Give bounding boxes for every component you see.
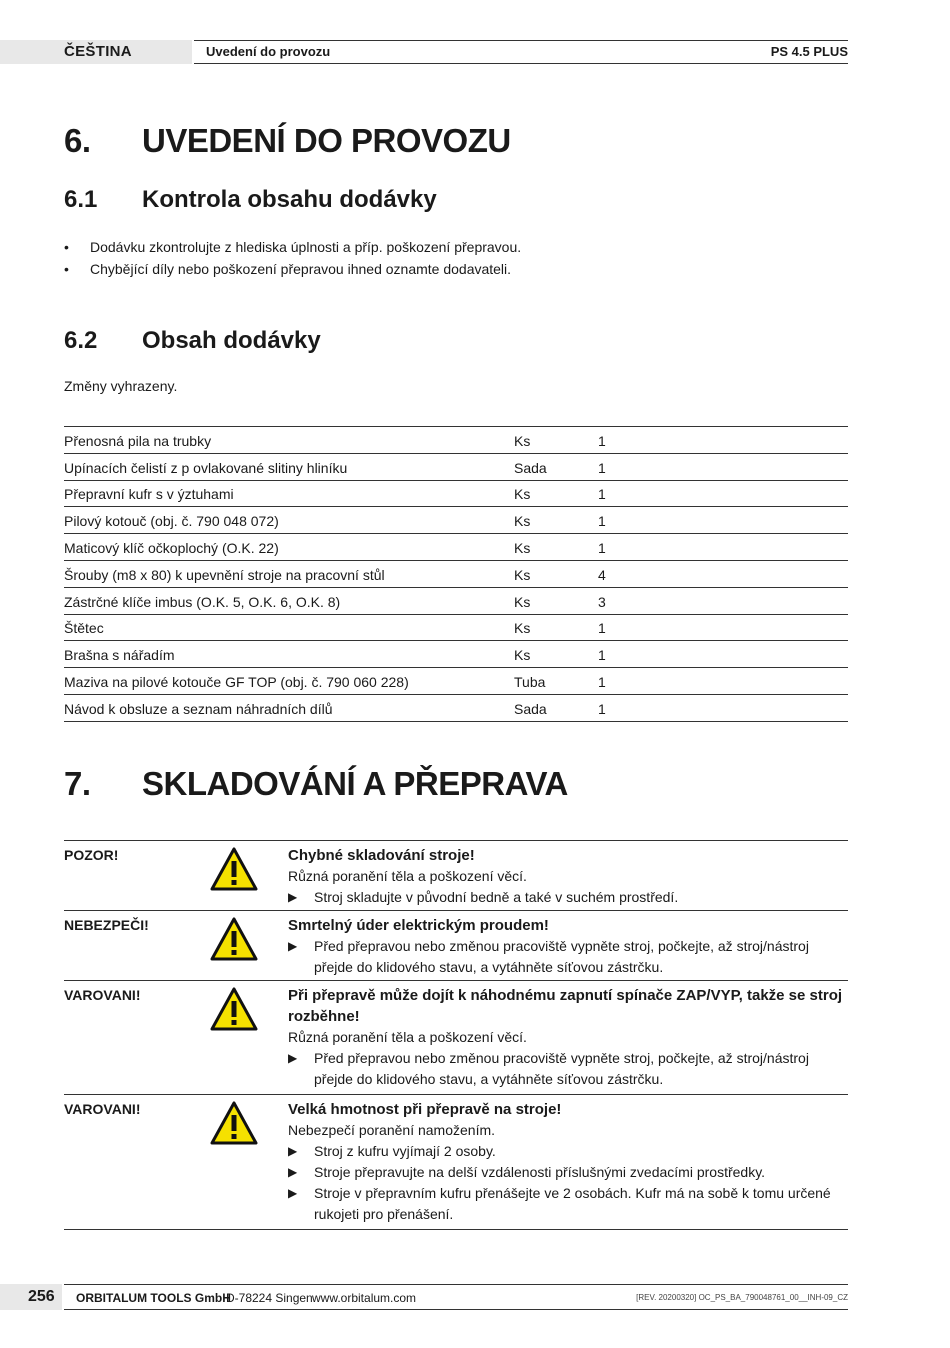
warning-step: ▶ Stroje přepravujte na delší vzdálenosti příslušnými zvedacími prostředky. [288,1162,848,1183]
warning-title: Při přepravě může dojít k náhodnému zapnutí spínače ZAP/VYP, takže se stroj rozběhne! [288,987,843,1025]
page-number: 256 [28,1288,55,1305]
section-6-1-heading [64,186,437,214]
table-row [64,694,848,721]
warning-block [64,980,848,1094]
table-row [64,614,848,641]
section-6-1-title: Kontrola obsahu dodávky [142,186,437,213]
item-name-cell: Brašna s nářadím [64,641,514,668]
page-number-tab [0,1284,62,1310]
warning-description: Nebezpečí poranění namožením. [288,1122,496,1138]
section-6-2-heading [64,327,321,355]
checklist-item: • Dodávku zkontrolujte z hlediska úplnosti a příp. poškození přepravou. [64,236,521,258]
checklist-item: • Chybějící díly nebo poškození přepravou ihned oznamte dodavateli. [64,258,521,280]
warning-triangle-icon [210,987,258,1031]
warning-title: Velká hmotnost při přepravě na stroje! [288,1101,562,1118]
warning-triangle-icon [210,847,258,891]
item-name-cell: Pilový kotouč (obj. č. 790 048 072) [64,507,514,534]
quantity-cell: 4 [598,560,848,587]
table-row [64,427,848,454]
checklist [64,236,521,280]
unit-cell: Ks [514,614,598,641]
section-6-2-number: 6.2 [64,327,98,354]
table-row [64,668,848,695]
section-6-number: 6. [64,122,91,159]
quantity-cell: 1 [598,507,848,534]
warning-title: Chybné skladování stroje! [288,847,475,864]
section-6-title: UVEDENÍ DO PROVOZU [142,122,511,159]
footer-company: ORBITALUM TOOLS GmbH [76,1291,231,1305]
warning-body [288,1099,848,1225]
item-name-cell: Upínacích čelistí z p ovlakované slitiny hliníku [64,453,514,480]
changes-note: Změny vyhrazeny. [64,378,178,394]
warning-description: Různá poranění těla a poškození věcí. [288,1029,527,1045]
section-7-title: SKLADOVÁNÍ A PŘEPRAVA [142,765,568,802]
warning-triangle-icon [210,1101,258,1145]
warning-step: ▶ Stroje v přepravním kufru přenášejte ve 2 osobách. Kufr má na sobě k tomu určené rukojeti pro přenášení. [288,1183,848,1225]
section-6-1-number: 6.1 [64,186,98,213]
quantity-cell: 1 [598,427,848,454]
section-7-number: 7. [64,765,91,802]
table-row [64,534,848,561]
section-7-heading [64,765,568,803]
table-row [64,560,848,587]
warning-block [64,840,848,910]
quantity-cell: 3 [598,587,848,614]
warning-signal-word: NEBEZPEČI! [64,917,149,933]
quantity-cell: 1 [598,480,848,507]
item-name-cell: Maticový klíč očkoplochý (O.K. 22) [64,534,514,561]
footer-revision: [REV. 20200320] OC_PS_BA_790048761_00__INH-09_CZ [636,1293,848,1302]
footer-bar [64,1284,848,1310]
warning-step: ▶ Před přepravou nebo změnou pracoviště vypněte stroj, počkejte, až stroj/nástroj přejde do klidového stavu, a vytáhněte síťovou zástrčku. [288,936,848,978]
warning-description: Různá poranění těla a poškození věcí. [288,868,527,884]
header-bar [194,40,848,64]
quantity-cell: 1 [598,534,848,561]
unit-cell: Ks [514,560,598,587]
warning-step: ▶ Stroj z kufru vyjímají 2 osoby. [288,1141,848,1162]
item-name-cell: Přepravní kufr s v ýztuhami [64,480,514,507]
unit-cell: Ks [514,507,598,534]
header-language-tab [0,40,192,64]
header-language: ČEŠTINA [64,43,132,60]
quantity-cell: 1 [598,453,848,480]
quantity-cell: 1 [598,694,848,721]
warning-step: ▶ Stroj skladujte v původní bedně a také v suchém prostředí. [288,887,848,908]
warning-body [288,915,848,978]
unit-cell: Ks [514,480,598,507]
quantity-cell: 1 [598,668,848,695]
delivery-scope-table [64,426,848,722]
item-name-cell: Šrouby (m8 x 80) k upevnění stroje na pracovní stůl [64,560,514,587]
header-section: Uvedení do provozu [206,44,331,59]
table-row [64,587,848,614]
table-row [64,507,848,534]
warning-signal-word: VAROVANI! [64,1101,141,1117]
item-name-cell: Návod k obsluze a seznam náhradních dílů [64,694,514,721]
item-name-cell: Přenosná pila na trubky [64,427,514,454]
quantity-cell: 1 [598,614,848,641]
quantity-cell: 1 [598,641,848,668]
warning-block [64,1094,848,1230]
table-row [64,641,848,668]
warning-signal-word: POZOR! [64,847,119,863]
unit-cell: Tuba [514,668,598,695]
warning-body [288,845,848,908]
warning-step: ▶ Před přepravou nebo změnou pracoviště vypněte stroj, počkejte, až stroj/nástroj přejde do klidového stavu, a vytáhněte síťovou zástrčku. [288,1048,848,1090]
warning-body [288,985,848,1090]
header-product: PS 4.5 PLUS [770,44,848,59]
warning-signal-word: VAROVANI! [64,987,141,1003]
warning-title: Smrtelný úder elektrickým proudem! [288,917,549,934]
unit-cell: Ks [514,641,598,668]
table-row [64,480,848,507]
section-6-2-title: Obsah dodávky [142,327,321,354]
section-6-heading [64,122,511,160]
warning-block [64,910,848,980]
unit-cell: Sada [514,694,598,721]
item-name-cell: Štětec [64,614,514,641]
unit-cell: Ks [514,427,598,454]
unit-cell: Ks [514,534,598,561]
item-name-cell: Maziva na pilové kotouče GF TOP (obj. č. 790 060 228) [64,668,514,695]
item-name-cell: Zástrčné klíče imbus (O.K. 5, O.K. 6, O.K. 8) [64,587,514,614]
footer-website[interactable]: www.orbitalum.com [312,1291,417,1305]
unit-cell: Ks [514,587,598,614]
unit-cell: Sada [514,453,598,480]
table-row [64,453,848,480]
warning-triangle-icon [210,917,258,961]
footer-address: D-78224 Singen [226,1291,313,1305]
